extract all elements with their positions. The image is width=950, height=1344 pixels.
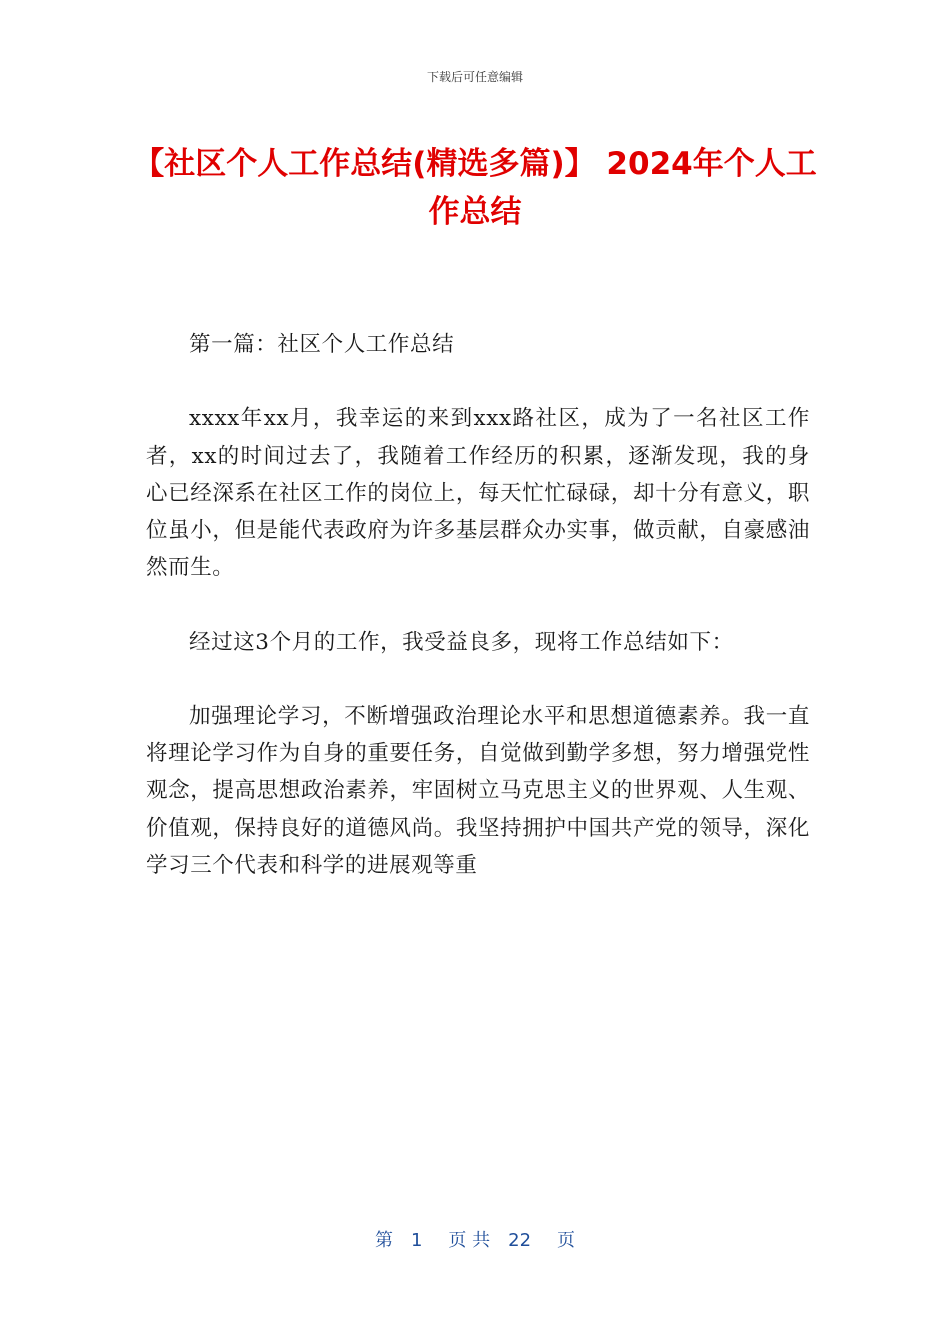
paragraph-section-heading: 第一篇：社区个人工作总结 — [189, 332, 455, 357]
footer-page-middle: 页 共 — [448, 1230, 491, 1251]
page-footer — [0, 1226, 950, 1252]
document-title: 【社区个人工作总结(精选多篇)】 2024年个人工作总结 — [133, 146, 817, 230]
paragraph-summary-lead: 经过这3个月的工作，我受益良多，现将工作总结如下： — [189, 629, 734, 655]
footer-page-prefix: 第 — [374, 1230, 393, 1251]
header-note: 下载后可任意编辑 — [426, 70, 523, 84]
footer-page-suffix: 页 — [557, 1230, 576, 1251]
paragraph-theory-study: 加强理论学习，不断增强政治理论水平和思想道德素养。我一直将理论学习作为自身的重要任务，自觉做到勤学多想，努力增强党性观念，提高思想政治素养，牢固树立马克思主义的世界观、人生观、价值观，保持良好的道德风尚。我坚持拥护中国共产党的领导，深化学习三个代表和科学的进展观等重 — [146, 703, 810, 878]
document-body — [146, 326, 810, 921]
footer-page-number: 1 — [410, 1230, 423, 1251]
footer-page-total: 22 — [508, 1230, 532, 1251]
paragraph-intro: xxxx年xx月，我幸运的来到xxx路社区，成为了一名社区工作者，xx的时间过去了，我随着工作经历的积累，逐渐发现，我的身心已经深系在社区工作的岗位上，每天忙忙碌碌，却十分有意义，职位虽小，但是能代表政府为许多基层群众办实事，做贡献，自豪感油然而生。 — [146, 406, 810, 581]
